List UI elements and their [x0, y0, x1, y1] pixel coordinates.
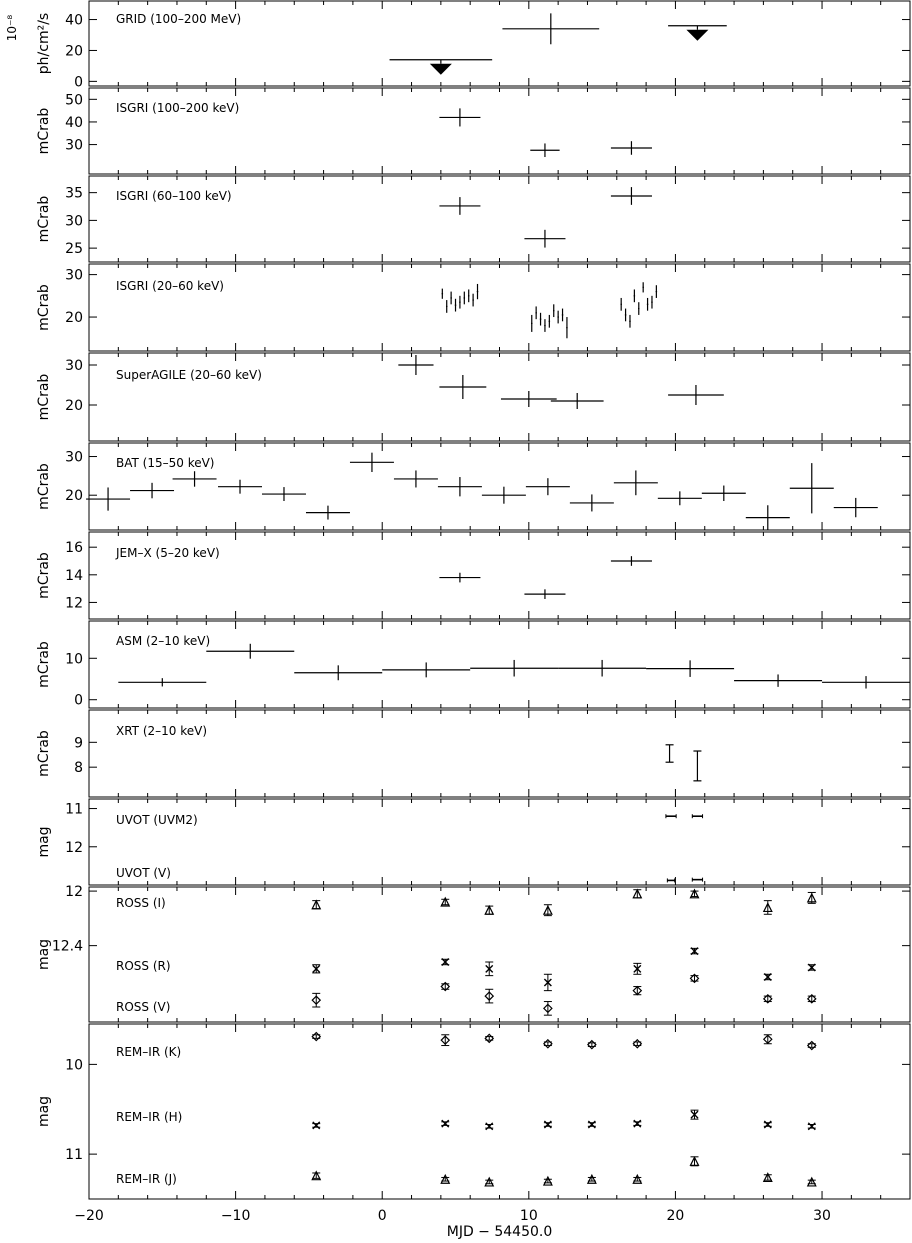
y-tick-label: 30 — [65, 213, 83, 230]
y-tick-label: 8 — [74, 760, 83, 777]
panel-label: UVOT (UVM2) — [116, 813, 198, 827]
panel-label: JEM–X (5–20 keV) — [116, 546, 220, 560]
panel-frame — [89, 1024, 910, 1199]
y-tick-label: 0 — [74, 692, 83, 709]
panel-frame — [89, 621, 910, 708]
panel-label: GRID (100–200 MeV) — [116, 12, 242, 26]
y-tick-label: 30 — [65, 137, 83, 154]
y-tick-label: 12 — [65, 839, 83, 856]
y-axis-label: mCrab — [36, 284, 52, 331]
x-tick-label: 10 — [519, 1208, 538, 1224]
y-tick-label: 12 — [65, 884, 83, 901]
panel-6 — [36, 443, 910, 530]
y-tick-label: 40 — [65, 114, 83, 131]
y-tick-label: 20 — [65, 310, 83, 327]
x-tick-label: −10 — [220, 1208, 251, 1224]
y-axis-label: ph/cm²/s — [36, 12, 52, 75]
panel-frame — [89, 799, 910, 885]
panel-data — [439, 556, 652, 599]
y-axis-label: mag — [36, 826, 52, 858]
panel-label: REM–IR (J) — [116, 1172, 177, 1186]
panel-8 — [36, 621, 910, 709]
panel-frame — [89, 264, 910, 351]
panel-data — [439, 187, 652, 247]
panel-data — [398, 355, 723, 409]
panel-4 — [36, 264, 910, 351]
panel-frame — [89, 353, 910, 441]
panel-data — [118, 644, 910, 689]
panel-frame — [89, 710, 910, 797]
y-tick-label: 10 — [65, 1057, 83, 1074]
panel-label: ROSS (R) — [116, 959, 171, 973]
y-tick-label: 50 — [65, 92, 83, 109]
y-tick-label: 10 — [65, 651, 83, 668]
panel-data — [666, 745, 702, 781]
panel-label: REM–IR (H) — [116, 1110, 183, 1124]
panel-5 — [36, 353, 910, 441]
panel-label: ROSS (V) — [116, 1000, 171, 1014]
y-tick-label: 30 — [65, 267, 83, 284]
panel-1 — [5, 1, 910, 90]
y-tick-label: 20 — [65, 398, 83, 414]
y-axis-label: mag — [36, 938, 52, 971]
y-tick-label: 9 — [74, 735, 83, 752]
y-axis-label: mCrab — [36, 373, 52, 421]
y-tick-label: 30 — [65, 358, 83, 374]
panel-data — [442, 282, 658, 338]
panel-11 — [36, 884, 910, 1022]
x-axis — [74, 1208, 831, 1239]
y-axis-label: mCrab — [36, 730, 52, 777]
panel-12 — [36, 1024, 910, 1199]
panel-frame — [89, 887, 910, 1022]
x-tick-label: 30 — [813, 1208, 831, 1224]
panel-data — [312, 1033, 816, 1186]
y-tick-label: 11 — [65, 801, 83, 818]
panel-label: ISGRI (100–200 keV) — [116, 101, 240, 115]
panel-3 — [36, 176, 910, 262]
panel-label: ASM (2–10 keV) — [116, 634, 211, 648]
panel-label: UVOT (V) — [116, 866, 171, 880]
y-axis-exponent: 10⁻⁸ — [5, 14, 19, 42]
panel-label: ISGRI (60–100 keV) — [116, 189, 232, 203]
panel-data — [666, 814, 703, 882]
y-tick-label: 30 — [65, 449, 83, 466]
panel-label: XRT (2–10 keV) — [116, 724, 208, 738]
y-axis-label: mCrab — [36, 195, 52, 243]
y-tick-label: 40 — [65, 12, 83, 29]
panel-data — [390, 13, 727, 74]
x-axis-label: MJD − 54450.0 — [446, 1224, 553, 1239]
y-tick-label: 14 — [65, 567, 83, 584]
y-tick-label: 0 — [74, 74, 83, 91]
y-tick-label: 16 — [65, 540, 83, 557]
x-tick-label: 20 — [666, 1208, 685, 1224]
panel-10 — [36, 799, 910, 885]
upper-limit-arrow — [686, 30, 708, 41]
upper-limit-arrow — [430, 64, 452, 75]
y-tick-label: 12 — [65, 595, 83, 612]
y-axis-label: mCrab — [36, 463, 52, 510]
y-axis-label: mCrab — [36, 552, 52, 599]
y-axis-label: mag — [36, 1095, 52, 1128]
panel-data — [312, 890, 816, 1015]
y-tick-label: 11 — [65, 1147, 83, 1164]
panel-7 — [36, 532, 910, 619]
panel-2 — [36, 88, 910, 174]
panel-data — [439, 108, 652, 157]
y-tick-label: 20 — [65, 43, 83, 60]
y-tick-label: 12.4 — [51, 938, 83, 955]
panel-label: ROSS (I) — [116, 896, 166, 910]
y-tick-label: 20 — [65, 488, 83, 505]
x-tick-label: −20 — [74, 1208, 104, 1224]
y-axis-label: mCrab — [36, 641, 52, 688]
y-axis-label: mCrab — [36, 107, 52, 155]
y-tick-label: 35 — [65, 185, 83, 202]
x-tick-label: 0 — [377, 1208, 387, 1224]
panel-label: ISGRI (20–60 keV) — [116, 279, 224, 293]
panel-label: REM–IR (K) — [116, 1045, 182, 1059]
panel-label: BAT (15–50 keV) — [116, 456, 215, 470]
y-tick-label: 25 — [65, 241, 83, 258]
panel-label: SuperAGILE (20–60 keV) — [116, 368, 262, 382]
panel-9 — [36, 710, 910, 797]
